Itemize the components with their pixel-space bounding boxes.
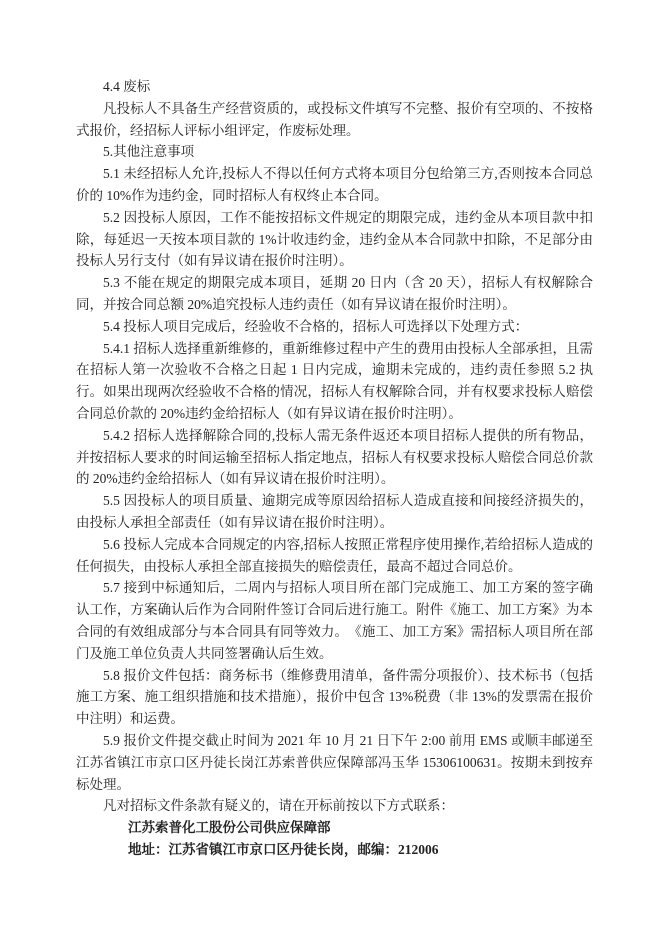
paragraph-5-6: 5.6 投标人完成本合同规定的内容,招标人按照正常程序使用操作,若给招标人造成的任何损失，由投标人承担全部直接损失的赔偿责任，最高不超过合同总价。 xyxy=(76,536,593,574)
paragraph-5-5: 5.5 因投标人的项目质量、逾期完成等原因给招标人造成直接和间接经济损失的，由投标人承担全部责任（如有异议请在报价时注明）。 xyxy=(76,493,593,530)
paragraph-5-3: 5.3 不能在规定的期限完成本项目，延期 20 日内（含 20 天），招标人有权解除合同，并按合同总额 20%追究投标人违约责任（如有异议请在报价时注明）。 xyxy=(76,275,593,312)
section-5-heading: 5.其他注意事项 xyxy=(103,144,195,160)
paragraph-void-bid: 凡投标人不具备生产经营资质的，或投标文件填写不完整、报价有空项的、不按格式报价，经招标人评标小组评定，作废标处理。 xyxy=(76,100,593,138)
paragraph-5-4-1: 5.4.1 招标人选择重新维修的，重新维修过程中产生的费用由投标人全部承担，且需在招标人第一次验收不合格之日起 1 日内完成，逾期未完成的，违约责任参照 5.2 执行。如果出现两次经验收不合格的情况，招标人有权解除合同，并有权要求投标人赔偿合同总价款的 20%违约金给招标人（如有异议请在报价时注明）。 xyxy=(76,340,593,421)
paragraph-5-1: 5.1 未经招标人允许,投标人不得以任何方式将本项目分包给第三方,否则按本合同总价的 10%作为违约金，同时招标人有权终止本合同。 xyxy=(76,166,593,203)
paragraph-5-7: 5.7 接到中标通知后，二周内与招标人项目所在部门完成施工、加工方案的签字确认工作，方案确认后作为合同附件签订合同后进行施工。附件《施工、加工方案》为本合同的有效组成部分与本合同具有同等效力。 《施工、加工方案》需招标人项目所在部门及施工单位负责人共同签署确认后生效。 xyxy=(76,580,593,661)
paragraph-5-8: 5.8 报价文件包括：商务标书（维修费用清单，备件需分项报价）、技术标书（包括施工方案、施工组织措施和技术措施），报价中包含 13%税费（非 13%的发票需在报价中注明）和运费。 xyxy=(76,667,593,727)
contact-address: 地址：江苏省镇江市京口区丹徒长岗，邮编：212006 xyxy=(128,841,439,857)
paragraph-contact-intro: 凡对招标文件条款有疑义的，请在开标前按以下方式联系： xyxy=(103,798,454,814)
paragraph-5-4: 5.4 投标人项目完成后，经验收不合格的，招标人可选择以下处理方式： xyxy=(103,318,529,334)
contact-department: 江苏索普化工股份公司供应保障部 xyxy=(128,820,331,836)
paragraph-5-4-2: 5.4.2 招标人选择解除合同的,投标人需无条件返还本项目招标人提供的所有物品，并按招标人要求的时间运输至招标人指定地点，招标人有权要求投标人赔偿合同总价款的 20%违约金给招标人（如有异议请在报价时注明）。 xyxy=(76,427,593,487)
section-4-4-heading: 4.4 废标 xyxy=(103,79,151,94)
paragraph-5-2: 5.2 因投标人原因，工作不能按招标文件规定的期限完成，违约金从本项目款中扣除，每延迟一天按本项目款的 1%计收违约金，违约金从本合同款中扣除，不足部分由投标人另行支付（如有异议请在报价时注明）。 xyxy=(76,209,593,269)
paragraph-5-9: 5.9 报价文件提交截止时间为 2021 年 10 月 21 日下午 2:00 前用 EMS 或顺丰邮递至江苏省镇江市京口区丹徒长岗江苏索普供应保障部冯玉华 15306100631。按期未到按弃标处理。 xyxy=(76,732,593,792)
